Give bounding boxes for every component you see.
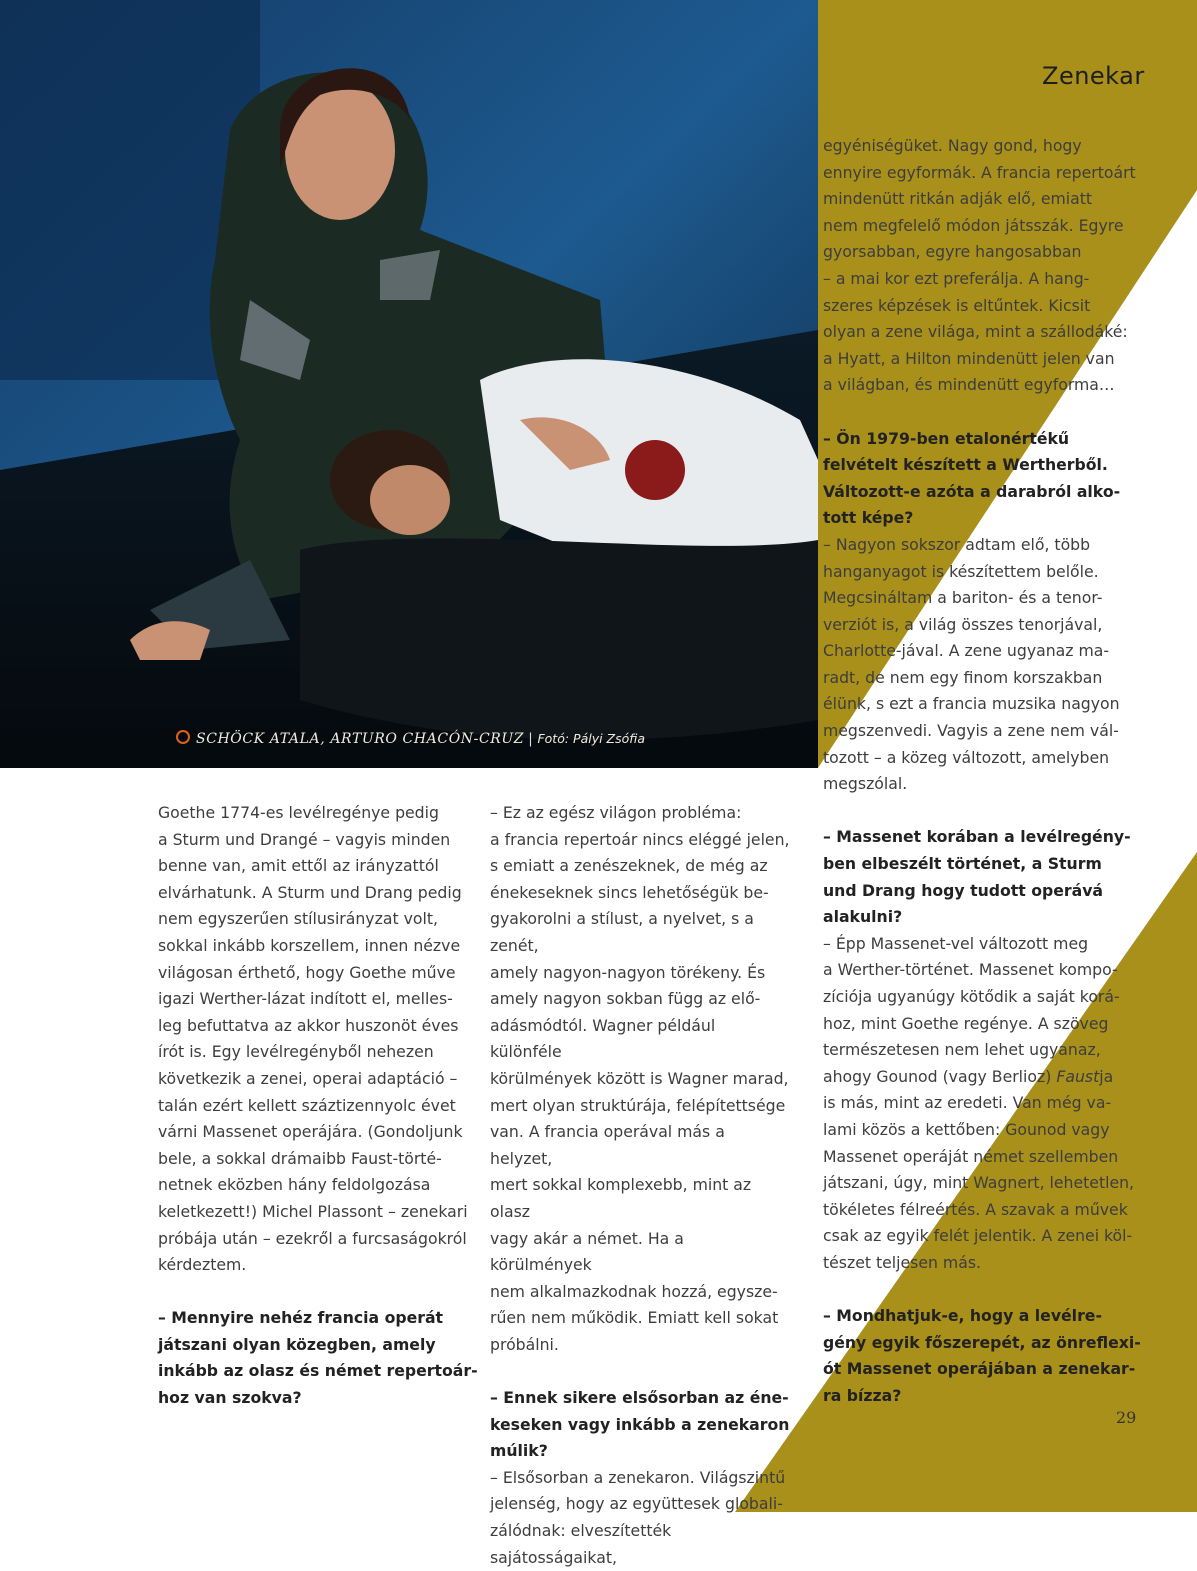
caption-separator: | [528, 731, 534, 747]
text-column-3 [823, 133, 1143, 1410]
interview-question: – Mennyire nehéz francia operát játszani olyan közegben, amely inkább az olasz és német repertoár- hoz van szokva? [158, 1308, 478, 1408]
photo-caption [176, 730, 645, 747]
circle-bullet-icon [176, 730, 190, 744]
interview-question: – Massenet korában a levélregény- ben elbeszélt történet, a Sturm und Drang hogy tudott operává alakulni? [823, 827, 1131, 927]
text-column-2 [490, 800, 790, 1571]
body-paragraph: – Elsősorban a zenekaron. Világszintű jelenség, hogy az együttesek globali- zálódnak: elveszítették sajátosságaikat, [490, 1467, 786, 1567]
body-paragraph [823, 931, 1143, 1277]
caption-names: SCHÖCK ATALA, ARTURO CHACÓN-CRUZ [196, 731, 525, 747]
interview-question: – Mondhatjuk-e, hogy a levélre- gény egyik főszerepét, az önreflexi- ót Massenet operájában a zenekar- ra bízza? [823, 1306, 1141, 1405]
body-paragraph: egyéniségüket. Nagy gond, hogy ennyire egyformák. A francia repertoárt mindenütt ritkán adják elő, emiatt nem megfelelő módon játsszák. Egyre gyorsabban, egyre hangosabban – a mai kor ezt preferálja. A hang- szeres képzések is eltűntek. Kicsit olyan a zene világa, mint a szállodáké: a Hyatt, a Hilton mindenütt jelen van a világban, és mindenütt egyforma… [823, 136, 1136, 395]
caption-credit: Fotó: Pályi Zsófia [537, 731, 646, 746]
body-paragraph: – Nagyon sokszor adtam elő, több hanganyagot is készítettem belőle. Megcsináltam a bariton- és a tenor- verziót is, a világ összes tenorjával, Charlotte-jával. A zene ugyanaz ma- radt, de nem egy finom korszakban élünk, s ezt a francia muzsika nagyon megszenvedi. Vagyis a zene nem vál- tozott – a közeg változott, amelyben megszólal. [823, 534, 1120, 794]
stage-photo-illustration [0, 0, 818, 768]
body-text: – Épp Massenet-vel változott meg a Werther-történet. Massenet kompo- zíciója ugyanúgy kötődik a saját korá- hoz, mint Goethe regénye. A szöveg természetesen nem lehet ugyanaz, ahogy Gounod (vagy Berlioz) [823, 933, 1120, 1086]
body-text: ja is más, mint az eredeti. Van még va- lami közös a kettőben: Gounod vagy Massenet operáját német szellemben játszani, úgy, mint Wagnert, lehetetlen, tökéletes félreértés. A szavak a művek csak az egyik felét jelentik. A zenei köl- tészet teljesen más. [823, 1066, 1135, 1272]
interview-question: – Ennek sikere elsősorban az éne- keseken vagy inkább a zenekaron múlik? [490, 1388, 790, 1461]
page-number: 29 [1116, 1408, 1137, 1427]
stage-photo [0, 0, 818, 768]
section-title: Zenekar [1042, 62, 1145, 90]
body-paragraph: – Ez az egész világon probléma: a francia repertoár nincs eléggé jelen, s emiatt a zenészeknek, de még az énekeseknek sincs lehetőségük be- gyakorolni a stílust, a nyelvet, s a zenét, amely nagyon-nagyon törékeny. És amely nagyon sokban függ az elő- adásmódtól. Wagner például különféle körülmények között is Wagner marad, mert olyan struktúrája, felépítettsége van. A francia operával más a helyzet, mert sokkal komplexebb, mint az olasz vagy akár a német. Ha a körülmények nem alkalmazkodnak hozzá, egysze- rűen nem működik. Emiatt kell sokat próbálni. [490, 803, 790, 1354]
body-paragraph: Goethe 1774-es levélregénye pedig a Sturm und Drangé – vagyis minden benne van, amit ettől az irányzattól elvárhatunk. A Sturm und Drang pedig nem egyszerűen stílusirányzat volt, sokkal inkább korszellem, innen nézve világosan érthető, hogy Goethe műve igazi Werther-lázat indított el, melles- leg befuttatva az akkor huszonöt éves írót is. Egy levélregényből nehezen következik a zenei, operai adaptáció – talán ezért kellett száztizennyolc évet várni Massenet operájára. (Gondoljunk bele, a sokkal drámaibb Faust-törté- netnek eközben hány feldolgozása keletkezett!) Michel Plassont – zenekari próbája után – ezekről a furcsaságokról kérdeztem. [158, 803, 468, 1275]
italic-title: Faust [1056, 1066, 1100, 1086]
text-column-1 [158, 800, 478, 1412]
interview-question: – Ön 1979-ben etalonértékű felvételt készített a Wertherből. Változott-e azóta a darabról alko- tott képe? [823, 428, 1121, 528]
